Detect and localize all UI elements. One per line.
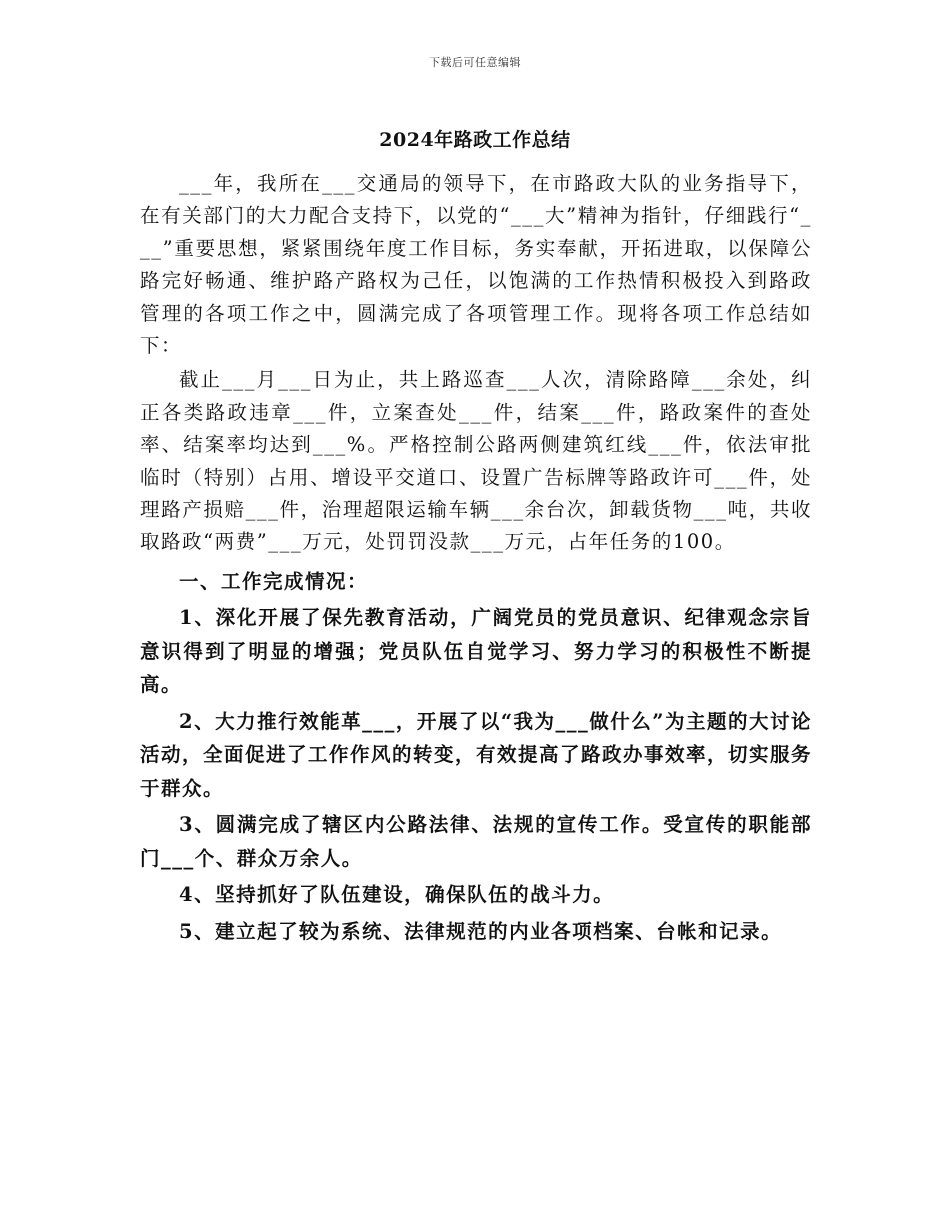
section-heading: 一、工作完成情况： (179, 569, 369, 593)
document-title: 2024年路政工作总结 (379, 129, 571, 151)
section-item-4: 4、坚持抓好了队伍建设，确保队伍的战斗力。 (179, 883, 615, 907)
section-item-1: 1、深化开展了保先教育活动，广阔党员的党员意识、纪律观念宗旨意识得到了明显的增强；党员队伍自觉学习、努力学习的积极性不断提高。 (140, 606, 812, 697)
header-note: 下载后可任意编辑 (429, 56, 521, 69)
section-item-2: 2、大力推行效能革___，开展了以“我为___做什么”为主题的大讨论活动，全面促进了工作作风的转变，有效提高了路政办事效率，切实服务于群众。 (140, 709, 813, 800)
statistics-paragraph: 截止___月___日为止，共上路巡查___人次，清除路障___余处，纠正各类路政违章___件，立案查处___件，结案___件，路政案件的查处率、结案率均达到___%。严格控制公路两侧建筑红线___件，依法审批临时（特别）占用、增设平交道口、设置广告标牌等路政许可___件，处理路产损赔___件，治理超限运输车辆___余台次，卸载货物___吨，共收取路政“两费”___万元，处罚罚没款___万元，占年任务的100。 (140, 368, 812, 554)
section-item-3: 3、圆满完成了辖区内公路法律、法规的宣传工作。受宣传的职能部门___个、群众万余人。 (140, 813, 812, 870)
document-body (140, 168, 812, 951)
section-item-5: 5、建立起了较为系统、法律规范的内业各项档案、台帐和记录。 (179, 919, 783, 943)
work-completion-section (140, 565, 812, 949)
intro-paragraph: ___年，我所在___交通局的领导下，在市路政大队的业务指导下，在有关部门的大力配合支持下，以党的“___大”精神为指针，仔细践行“___”重要思想，紧紧围绕年度工作目标，务实奉献，开拓进取，以保障公路完好畅通、维护路产路权为己任，以饱满的工作热情积极投入到路政管理的各项工作之中，圆满完成了各项管理工作。现将各项工作总结如下： (140, 172, 812, 358)
